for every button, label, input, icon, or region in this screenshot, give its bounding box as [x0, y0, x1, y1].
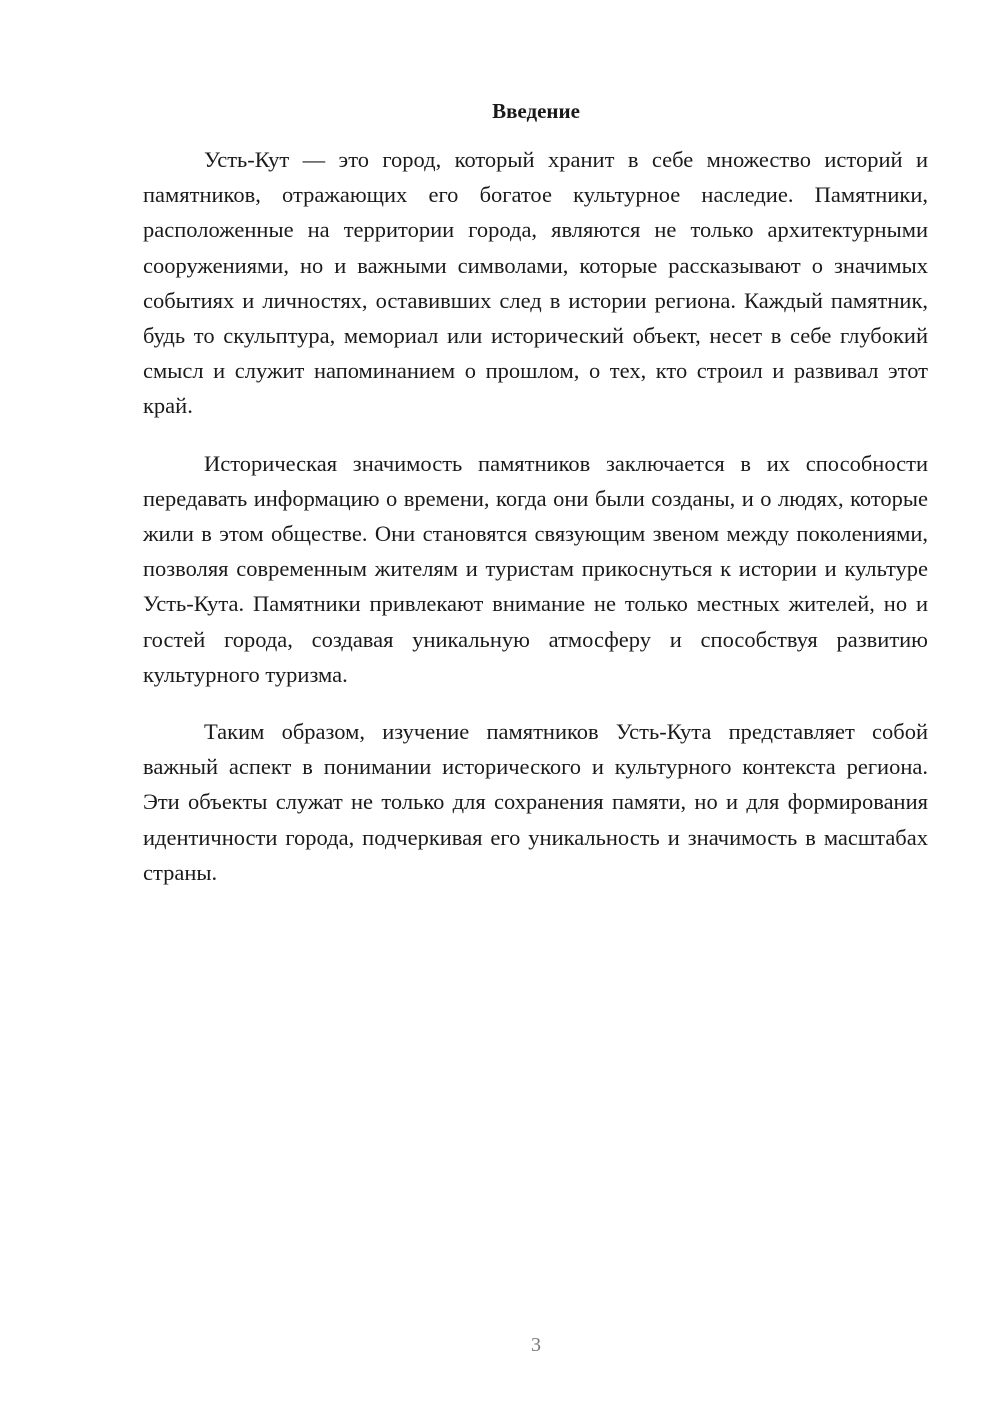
- document-body: [143, 142, 928, 912]
- section-heading: Введение: [492, 99, 580, 123]
- paragraph-conclusion: Таким образом, изучение памятников Усть-Кута представляет собой важный аспект в понимании исторического и культурного контекста региона. Эти объекты служат не только для сохранения памяти, но и для формирования идентичности города, подчеркивая его уникальность и значимость в масштабах страны.: [143, 719, 928, 885]
- paragraph-intro: Усть-Кут — это город, который хранит в себе множество историй и памятников, отражающих его богатое культурное наследие. Памятники, расположенные на территории города, являются не только архитектурными сооружениями, но и важными символами, которые рассказывают о значимых событиях и личностях, оставивших след в истории региона. Каждый памятник, будь то скульптура, мемориал или исторический объект, несет в себе глубокий смысл и служит напоминанием о прошлом, о тех, кто строил и развивал этот край.: [143, 147, 928, 419]
- page-number: 3: [531, 1334, 541, 1356]
- paragraph-historical-significance: Историческая значимость памятников заключается в их способности передавать информацию о времени, когда они были созданы, и о людях, которые жили в этом обществе. Они становятся связующим звеном между поколениями, позволяя современным жителям и туристам прикоснуться к истории и культуре Усть-Кута. Памятники привлекают внимание не только местных жителей, но и гостей города, создавая уникальную атмосферу и способствуя развитию культурного туризма.: [143, 450, 928, 687]
